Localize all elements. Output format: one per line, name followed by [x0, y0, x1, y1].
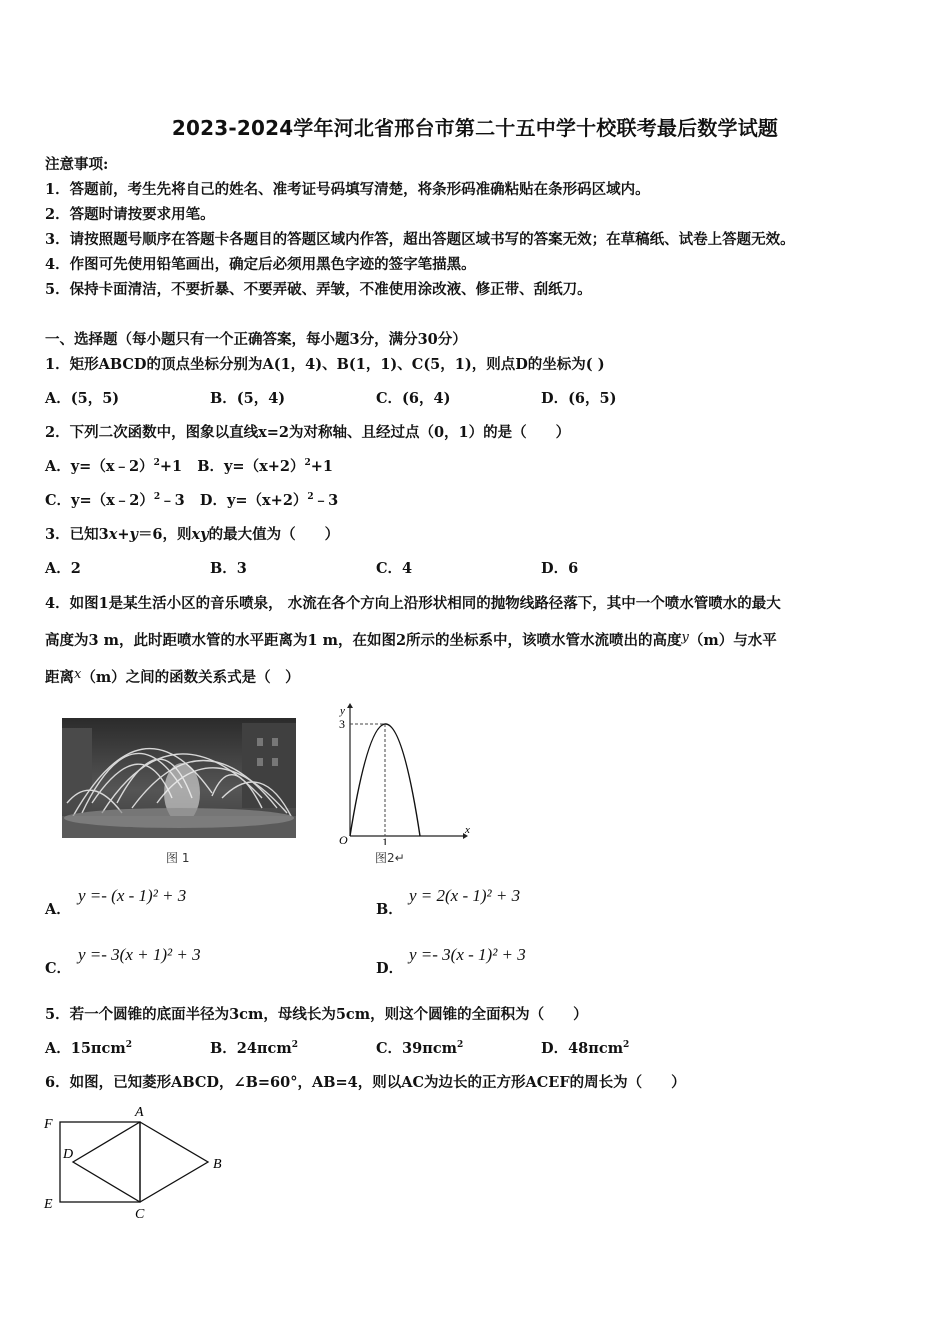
q1-option-c: C．(6，4) — [376, 390, 451, 407]
question-5-stem: 5．若一个圆锥的底面半径为3cm，母线长为5cm，则这个圆锥的全面积为（ ） — [45, 1006, 588, 1023]
q2-options-ab: A．y=（x﹣2）$^2$+1 B．$y=(x+2)^2+1$ — [45, 458, 333, 475]
label-e: E — [44, 1197, 53, 1212]
x-tick-label: 1 — [382, 835, 388, 845]
y-axis-arrow — [347, 703, 353, 708]
question-4-line-1: 4．如图1是某生活小区的音乐喷泉， 水流在各个方向上沿形状相同的抛物线路径落下，其中一个喷水管喷水的最大 — [45, 595, 781, 612]
q4-option-a-label: A． — [45, 901, 71, 918]
section-heading: 一、选择题（每小题只有一个正确答案，每小题3分，满分30分） — [45, 331, 467, 348]
label-a: A — [135, 1105, 144, 1120]
fountain-photo — [62, 718, 296, 838]
question-4-line-3: 距离x（m）之间的函数关系式是（ ） — [45, 667, 300, 686]
q5-option-c: C．39πcm$^2$ — [376, 1040, 464, 1057]
rhombus-square-figure — [40, 1102, 230, 1222]
notice-item: 1．答题前，考生先将自己的姓名、准考证号码填写清楚，将条形码准确粘贴在条形码区域内。 — [45, 181, 650, 198]
parabola-graph — [325, 700, 470, 845]
notice-heading: 注意事项: — [45, 156, 109, 173]
q4-option-d-formula: y =- 3(x - 1)² + 3 — [409, 945, 526, 964]
origin-label: O — [339, 833, 348, 845]
notice-item: 4．作图可先使用铅笔画出，确定后必须用黑色字迹的签字笔描黑。 — [45, 256, 476, 273]
x-axis-label: x — [465, 824, 470, 836]
notice-item: 3．请按照题号顺序在答题卡各题目的答题区域内作答，超出答题区域书写的答案无效；在草稿纸、试卷上答题无效。 — [45, 231, 795, 248]
question-3-stem: 3．已知3x+y＝6，则xy的最大值为（ ） — [45, 526, 340, 543]
q3-option-d: D．6 — [541, 560, 579, 577]
figure-2-caption: 图2↵ — [375, 851, 405, 865]
q2-options-cd: C．y=（x﹣2）$^2$﹣3 D．$y=(x+2)^2﹣3$ — [45, 492, 339, 509]
page-title: 2023-2024学年河北省邢台市第二十五中学十校联考最后数学试题 — [171, 116, 779, 140]
label-d: D — [63, 1147, 74, 1162]
q5-option-b: B．24πcm$^2$ — [210, 1040, 298, 1057]
y-axis-label: y — [340, 705, 345, 717]
label-f: F — [44, 1117, 53, 1132]
q5-option-a: A．15πcm$^2$ — [45, 1040, 132, 1057]
q3-option-b: B．3 — [210, 560, 247, 577]
question-6-stem: 6．如图，已知菱形ABCD，∠B=60°，AB=4，则以AC为边长的正方形ACEF的周长为（ ） — [45, 1074, 686, 1091]
q4-option-b-label: B． — [376, 901, 403, 918]
notice-item: 5．保持卡面清洁，不要折暴、不要弄破、弄皱，不准使用涂改液、修正带、刮纸刀。 — [45, 281, 592, 298]
q3-option-c: C．4 — [376, 560, 413, 577]
q4-option-c-formula: y =- 3(x + 1)² + 3 — [78, 945, 201, 964]
y-tick-label: 3 — [339, 717, 345, 731]
q1-option-b: B．(5，4) — [210, 390, 286, 407]
q3-option-a: A．2 — [45, 560, 81, 577]
q4-option-b-formula: y = 2(x - 1)² + 3 — [409, 886, 521, 905]
q1-option-a: A．(5，5) — [45, 390, 120, 407]
q4-option-a-formula: y =- (x - 1)² + 3 — [78, 886, 187, 905]
q4-option-c-label: C． — [45, 960, 72, 977]
q4-option-d-label: D． — [376, 960, 404, 977]
label-b: B — [213, 1157, 222, 1172]
question-4-line-2: 高度为3 m，此时距喷水管的水平距离为1 m，在如图2所示的坐标系中，该喷水管水流喷出的高度y（m）与水平 — [45, 630, 777, 649]
figure-1-caption: 图 1 — [166, 851, 190, 865]
question-1-stem: 1．矩形ABCD的顶点坐标分别为A(1，4)、B(1，1)、C(5，1)，则点D的坐标为( ) — [45, 356, 605, 373]
label-c: C — [135, 1207, 145, 1222]
q5-option-d: D．48πcm$^2$ — [541, 1040, 630, 1057]
notice-item: 2．答题时请按要求用笔。 — [45, 206, 215, 223]
question-2-stem: 2．下列二次函数中，图象以直线x=2为对称轴、且经过点（0，1）的是（ ） — [45, 424, 571, 441]
q1-option-d: D．(6，5) — [541, 390, 617, 407]
